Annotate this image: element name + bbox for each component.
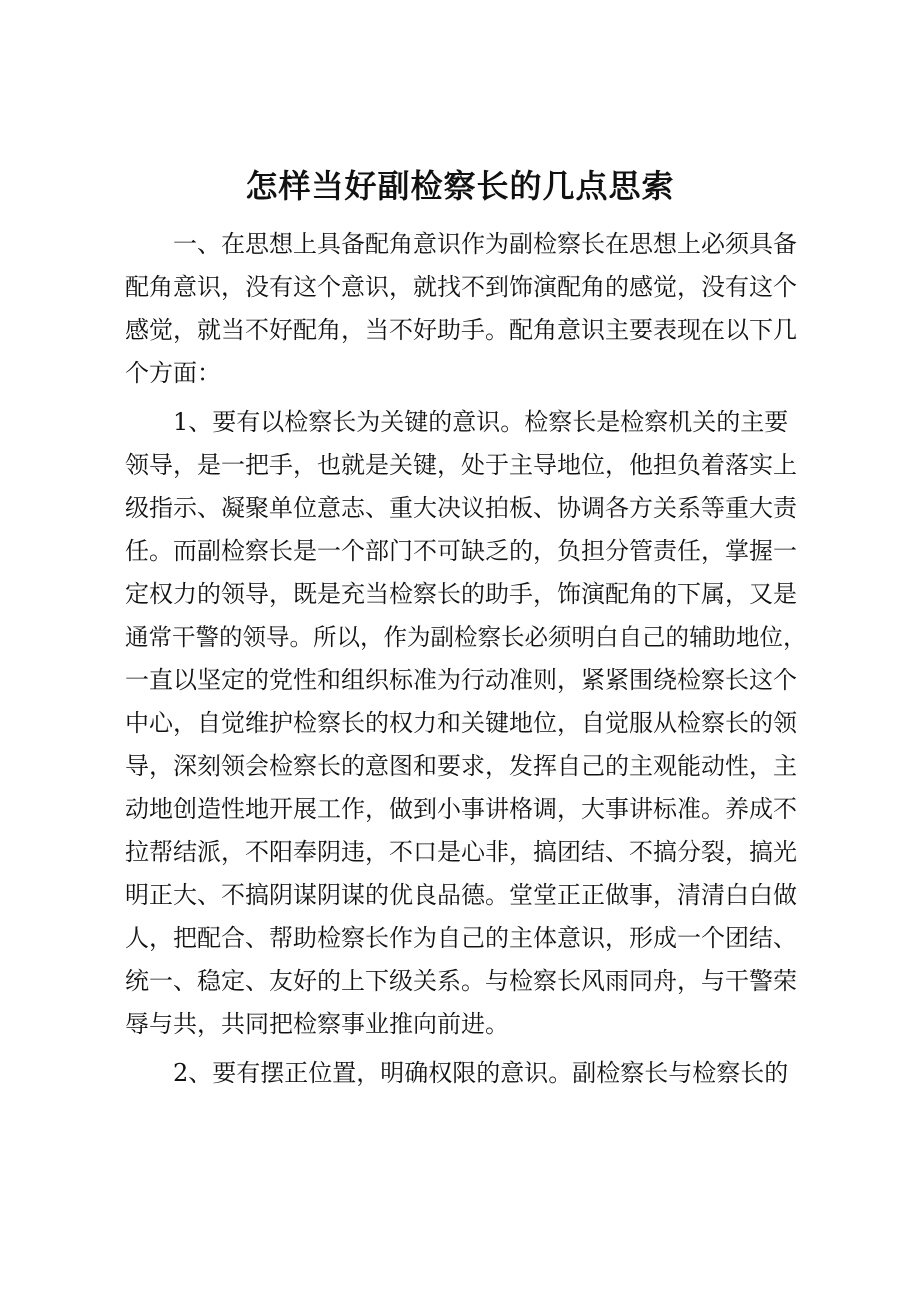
document-title: 怎样当好副检察长的几点思索 [245, 167, 675, 205]
text-line: 个方面： [125, 359, 221, 387]
text-line: 拉帮结派，不阳奉阴违，不口是心非，搞团结、不搞分裂，搞光 [125, 838, 797, 866]
text-line: 明正大、不搞阴谋阴谋的优良品德。堂堂正正做事，清清白白做 [125, 881, 797, 909]
text-line: 2、要有摆正位置，明确权限的意识。副检察长与检察长的 [125, 1059, 789, 1087]
text-line: 任。而副检察长是一个部门不可缺乏的，负担分管责任，掌握一 [125, 537, 797, 565]
text-line: 一、在思想上具备配角意识作为副检察长在思想上必须具备 [125, 230, 797, 258]
text-line: 中心，自觉维护检察长的权力和关键地位，自觉服从检察长的领 [125, 709, 797, 737]
text-line: 1、要有以检察长为关键的意识。检察长是检察机关的主要 [125, 408, 789, 436]
text-line: 导，深刻领会检察长的意图和要求，发挥自己的主观能动性，主 [125, 752, 797, 780]
text-line: 辱与共，共同把检察事业推向前进。 [125, 1010, 509, 1038]
text-line: 感觉，就当不好配角，当不好助手。配角意识主要表现在以下几 [125, 316, 797, 344]
text-line: 人，把配合、帮助检察长作为自己的主体意识，形成一个团结、 [125, 924, 797, 952]
text-line: 定权力的领导，既是充当检察长的助手，饰演配角的下属，又是 [125, 580, 797, 608]
text-line: 一直以坚定的党性和组织标准为行动准则，紧紧围绕检察长这个 [125, 666, 797, 694]
text-line: 级指示、凝聚单位意志、重大决议拍板、协调各方关系等重大责 [125, 494, 797, 522]
text-line: 领导，是一把手，也就是关键，处于主导地位，他担负着落实上 [125, 451, 797, 479]
text-line: 通常干警的领导。所以，作为副检察长必须明白自己的辅助地位， [125, 623, 807, 651]
text-line: 配角意识，没有这个意识，就找不到饰演配角的感觉，没有这个 [125, 273, 797, 301]
text-line: 动地创造性地开展工作，做到小事讲格调，大事讲标准。养成不 [125, 795, 797, 823]
text-line: 统一、稳定、友好的上下级关系。与检察长风雨同舟，与干警荣 [125, 967, 797, 995]
